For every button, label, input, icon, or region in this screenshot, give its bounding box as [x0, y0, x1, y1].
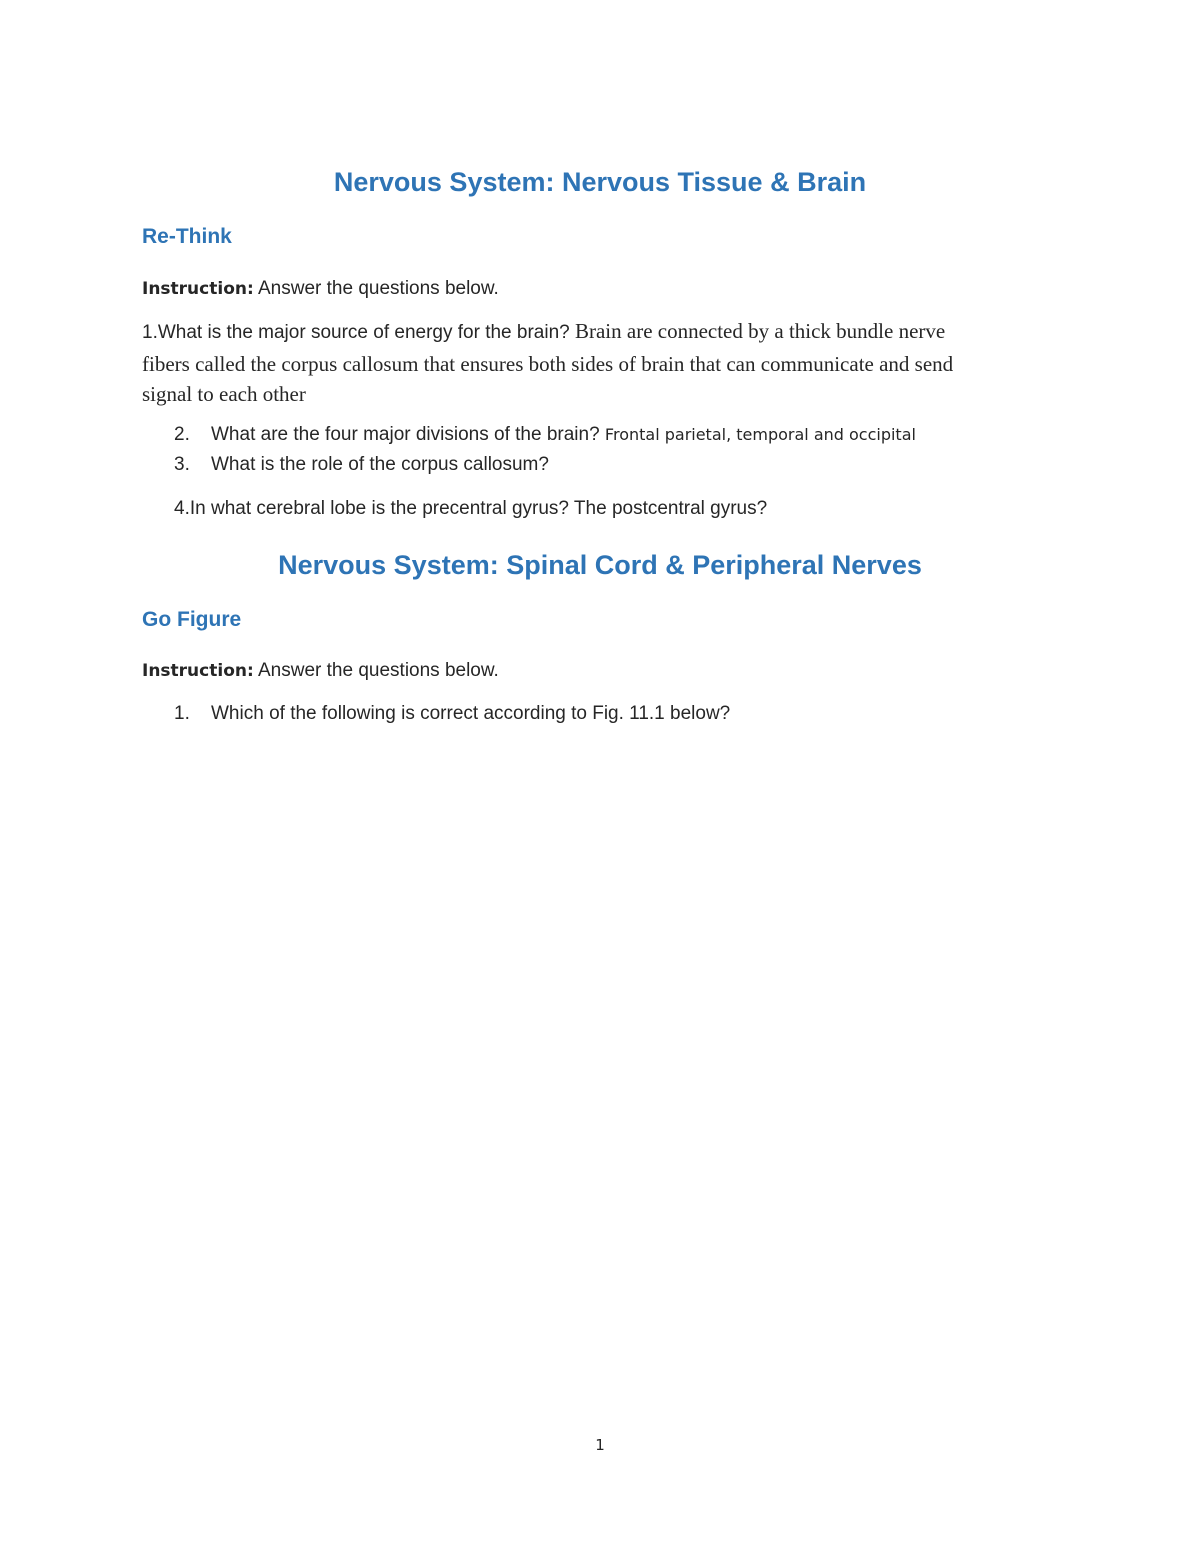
- question-1-prompt: 1.What is the major source of energy for the brain?: [142, 322, 570, 343]
- question-2: [174, 423, 916, 447]
- instruction-label: Instruction:: [142, 661, 254, 681]
- question-1-answer-line-1: Brain are connected by a thick bundle nerve: [569, 319, 946, 343]
- section1-subtitle: Re-Think: [142, 225, 232, 248]
- instruction-text: Answer the questions below.: [253, 660, 499, 681]
- instruction-label: Instruction:: [142, 279, 254, 299]
- section2-question-1-number: 1.: [174, 703, 190, 724]
- page-number: 1: [595, 1436, 605, 1454]
- question-1-answer-line-2: fibers called the corpus callosum that ensures both sides of brain that can communicate and send: [142, 352, 954, 376]
- question-2-text: What are the four major divisions of the brain?: [211, 424, 605, 445]
- section1-instruction: [142, 277, 499, 301]
- instruction-text: Answer the questions below.: [253, 278, 499, 299]
- question-3: [174, 453, 549, 477]
- question-4: 4.In what cerebral lobe is the precentral gyrus? The postcentral gyrus?: [174, 498, 768, 519]
- section2-subtitle: Go Figure: [142, 608, 242, 631]
- question-2-answer: Frontal parietal, temporal and occipital: [604, 425, 916, 444]
- section2-title: Nervous System: Spinal Cord & Peripheral Nerves: [278, 550, 922, 580]
- question-2-number: 2.: [174, 424, 190, 445]
- question-1: [142, 316, 1062, 409]
- section1-title: Nervous System: Nervous Tissue & Brain: [333, 167, 867, 197]
- question-1-answer-line-3: signal to each other: [142, 382, 306, 406]
- section2-question-1: [174, 702, 730, 726]
- question-3-number: 3.: [174, 454, 190, 475]
- section2-question-1-text: Which of the following is correct according to Fig. 11.1 below?: [211, 703, 731, 724]
- question-3-text: What is the role of the corpus callosum?: [211, 454, 549, 475]
- question-1-line-1: [142, 316, 1062, 349]
- section2-instruction: [142, 659, 499, 683]
